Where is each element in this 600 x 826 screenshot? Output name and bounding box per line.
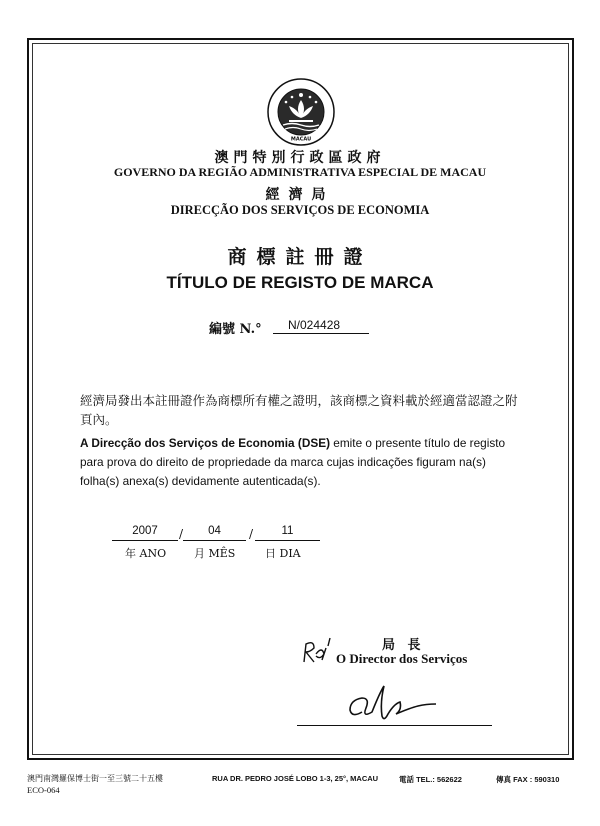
date-year-value: 2007 bbox=[132, 525, 158, 537]
department-name-pt: DIRECÇÃO DOS SERVIÇOS DE ECONOMIA bbox=[170, 203, 430, 217]
government-name-zh: 澳門特別行政區政府 bbox=[214, 150, 386, 166]
handwritten-signature bbox=[340, 682, 470, 727]
footer-fax: 傳真 FAX : 590310 bbox=[496, 775, 560, 784]
body-text-zh: 經濟局發出本註冊證作為商標所有權之證明，該商標之資料載於經適當認證之附頁內。 bbox=[80, 393, 518, 427]
registration-number-underline bbox=[273, 333, 369, 334]
form-code: ECO-064 bbox=[27, 785, 60, 795]
date-month-underline bbox=[183, 540, 246, 541]
date-separator: / bbox=[249, 527, 254, 541]
registration-number-label: 編號 N.° bbox=[209, 322, 262, 337]
registration-number-value: N/024428 bbox=[288, 318, 341, 332]
signature-line bbox=[297, 725, 492, 726]
date-year-label: 年 ANO bbox=[125, 547, 167, 560]
date-month-label: 月 MÊS bbox=[194, 547, 236, 560]
date-year-underline bbox=[112, 540, 178, 541]
director-title-zh: 局 長 bbox=[382, 638, 425, 653]
body-text-pt bbox=[80, 434, 520, 491]
body-text-pt-bold: A Direcção dos Serviços de Economia (DSE) bbox=[80, 436, 330, 450]
date-day-value: 11 bbox=[281, 525, 294, 537]
government-name-pt: GOVERNO DA REGIÃO ADMINISTRATIVA ESPECIAL DE MACAU bbox=[113, 165, 487, 179]
footer-address-pt: RUA DR. PEDRO JOSÉ LOBO 1-3, 25°, MACAU bbox=[212, 774, 379, 783]
footer-telephone: 電話 TEL.: 562622 bbox=[399, 775, 462, 784]
department-name-zh: 經濟局 bbox=[265, 187, 335, 203]
macau-emblem-icon bbox=[267, 78, 335, 146]
certificate-title-pt: TÍTULO DE REGISTO DE MARCA bbox=[166, 273, 434, 292]
body-text-pt-rest: emite o presente título de registo para prova do direito de propriedade da marca cujas indicações figuram na(s) folha(s) anexa(s) devidamente autenticada(s). bbox=[80, 436, 506, 488]
emblem-text: MACAU bbox=[290, 136, 312, 143]
date-month-value: 04 bbox=[208, 525, 221, 537]
date-day-label: 日 DIA bbox=[265, 547, 301, 560]
footer-address-zh: 澳門南灣羅保博士街一至三號二十五樓 bbox=[27, 774, 163, 783]
date-separator: / bbox=[179, 527, 184, 541]
director-title-pt: O Director dos Serviços bbox=[336, 651, 468, 666]
date-day-underline bbox=[255, 540, 320, 541]
certificate-title-zh: 商標註冊證 bbox=[227, 246, 373, 268]
